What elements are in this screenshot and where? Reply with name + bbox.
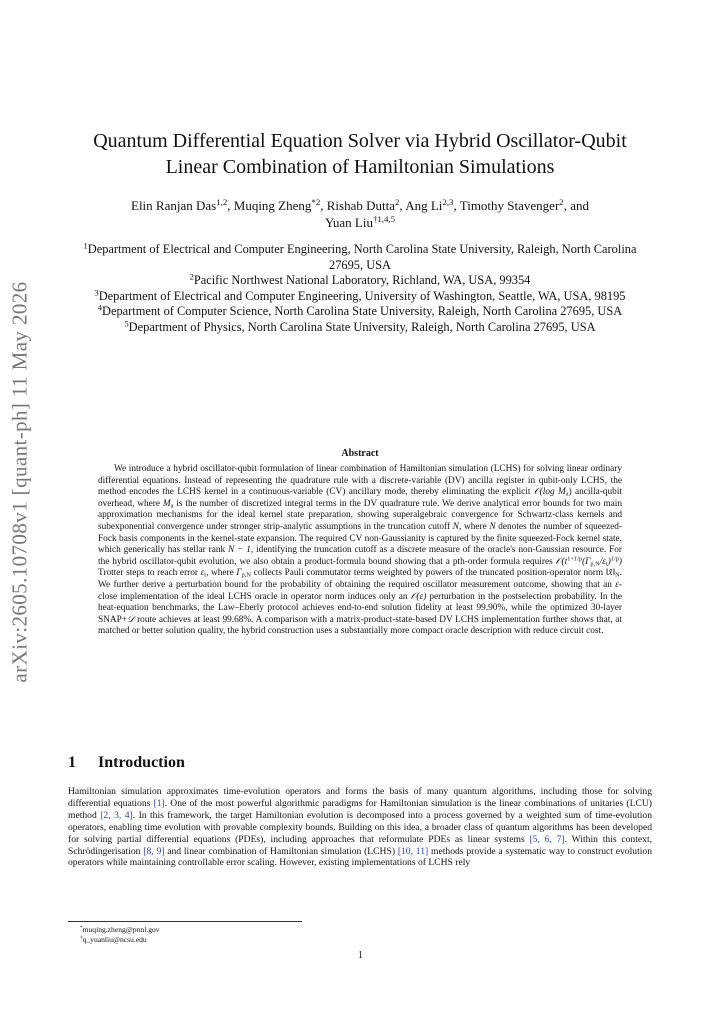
author: Rishab Dutta$^2$, — [326, 197, 406, 213]
citation-link[interactable]: [2, 3, 4] — [100, 809, 133, 821]
abstract-text: We introduce a hybrid oscillator-qubit formulation of linear combination of Hamiltonian simulation (LCHS) for solving linear ordinary differential equations. Instead of representing the quadrature rule with a discrete-variable (DV) ancilla register in qubit-only LCHS, the method encodes the LCHS kernel in a continuous-variable (CV) ancillary mode, thereby eliminating the explicit 𝒪(log $M_a$) ancilla-qubit overhead, where $M_a$ is the number of discretized integral terms in the DV quadrature rule. We derive analytical error bounds for two main approximation mechanisms for the ideal kernel state preparation, showing superalgebraic convergence for Schwartz-class kernels and subexponential convergence under stronger strip-analytic assumptions in the truncation cutoff N, where N denotes the number of squeezed-Fock basis components in the kernel-state expansion. The required CV non-Gaussianity is captured by the finite squeezed-Fock kernel state, which generically has stellar rank N − 1, identifying the truncation cutoff as a discrete measure of the oracle's non-Gaussian resource. For the hybrid oscillator-qubit evolution, we also obtain a product-formula bound showing that a pth-order formula requires $𝒪(t^{1+1/p}(\Gamma_{p,N}/\varepsilon_t)^{1/p})$ Trotter steps to reach error $\varepsilon_t$, where $\Gamma_{p,N}$ collects Pauli commutator terms weighted by powers of the truncated position-operator norm $‖x̂‖_N$. We further derive a perturbation bound for the probability of obtaining the required oscillator measurement outcome, showing that an ε-close implementation of the ideal LCHS oracle in operator norm induces only an 𝒪(ε) perturbation in the postselection probability. In the heat-equation benchmarks, the Law–Eberly protocol achieves end-to-end solution fidelity at least 99.90%, while the optimized 30-layer SNAP+𝒟 route achieves at least 99.68%. A comparison with a matrix-product-state-based DV LCHS implementation further shows that, at matched or better solution quality, the hybrid construction uses a substantially more compact oracle description with reduce circuit cost. — [98, 464, 623, 637]
section-number: 1 — [68, 754, 76, 771]
author: Timothy Stavenger$^2$, and — [459, 197, 589, 213]
author: Yuan Liu$^{\dagger 1,4,5}$ — [324, 214, 396, 230]
affiliation: $^3$Department of Electrical and Computer Engineering, University of Washington, Seattle, WA, USA, 98195 — [94, 286, 626, 303]
affiliation: $^1$Department of Electrical and Computer Engineering, North Carolina State University, Raleigh, North Carolina 27695, USA — [83, 240, 637, 272]
section-heading — [68, 754, 648, 772]
affiliation-list — [66, 242, 654, 335]
arxiv-identifier — [0, 0, 40, 1019]
section-title: Introduction — [98, 754, 185, 771]
page-number: 1 — [358, 950, 363, 961]
citation-link[interactable]: [5, 6, 7] — [529, 833, 565, 845]
citation-link[interactable]: [1] — [153, 797, 165, 809]
introduction-paragraph: Hamiltonian simulation approximates time-evolution operators and forms the basis of many quantum algorithms, including those for solving differential equations [1]. One of the most powerful algorithmic paradigms for Hamiltonian simulation is the linear combinations of unitaries (LCU) method [2, 3, 4]. In this framework, the target Hamiltonian evolution is decomposed into a process governed by a weighted sum of time-evolution operators, enabling time evolution with provable complexity bounds. Building on this idea, a broader class of quantum algorithms has been developed for solving partial differential equations (PDEs), including approaches that reformulate PDEs as linear systems [5, 6, 7]. Within this context, Schrödingerisation [8, 9] and linear combination of Hamiltonian simulation (LCHS) [10, 11] methods provide a systematic way to construct evolution operators while maintaining controllable error scaling. However, existing implementations of LCHS rely — [68, 786, 653, 869]
author-list — [70, 197, 650, 231]
citation-link[interactable]: [10, 11] — [397, 845, 429, 857]
title-line-2: Linear Combination of Hamiltonian Simulations — [165, 156, 555, 178]
arxiv-identifier-text: arXiv:2605.10708v1 [quant-ph] 11 May 2026 — [7, 281, 32, 683]
footnote: *muqing.zheng@pnnl.gov — [80, 925, 160, 934]
citation-link[interactable]: [8, 9] — [143, 845, 165, 857]
footnote-divider — [68, 921, 302, 922]
title-line-1: Quantum Differential Equation Solver via Hybrid Oscillator-Qubit — [93, 130, 627, 152]
abstract-heading: Abstract — [341, 448, 379, 459]
affiliation: $^4$Department of Computer Science, North Carolina State University, Raleigh, North Carolina 27695, USA — [97, 302, 623, 318]
affiliation: $^2$Pacific Northwest National Laboratory, Richland, WA, USA, 99354 — [189, 271, 531, 287]
author: Ang Li$^{2,3}$, — [405, 197, 460, 213]
paper-title — [70, 128, 650, 180]
affiliation: $^5$Department of Physics, North Carolina State University, Raleigh, North Carolina 27695, USA — [124, 317, 596, 334]
footnote: †q_yuanliu@ncsu.edu — [80, 935, 147, 944]
footnotes — [80, 925, 480, 945]
author: Elin Ranjan Das$^{1,2}$, — [131, 197, 234, 213]
author: Muqing Zheng$^{*2}$, — [233, 197, 327, 213]
